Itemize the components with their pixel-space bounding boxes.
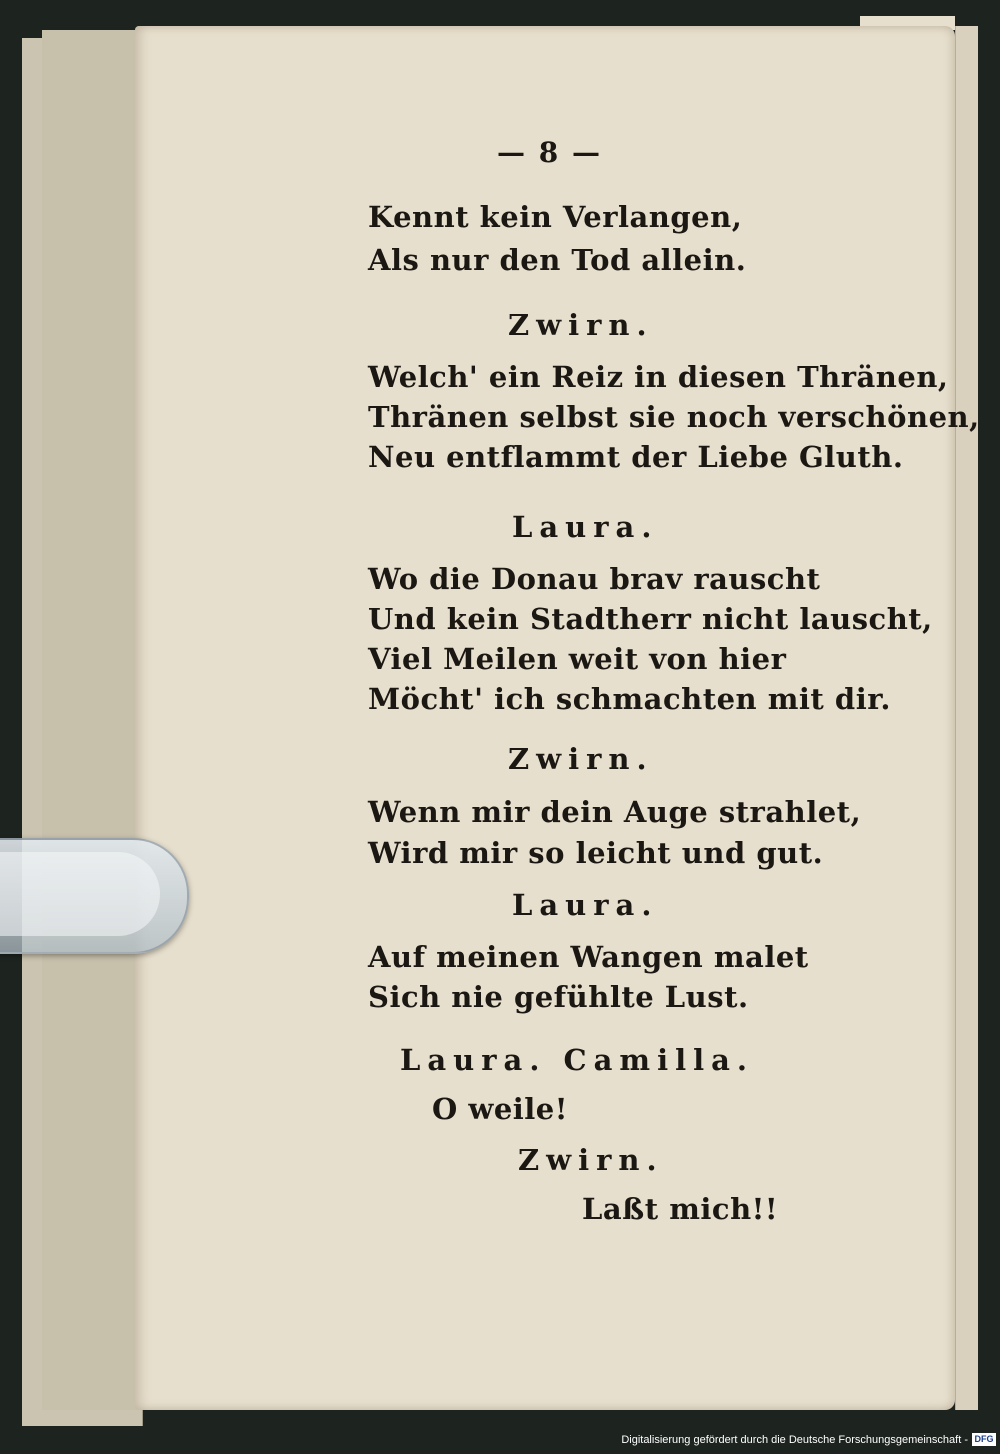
speaker-heading: Laura. xyxy=(512,888,659,922)
speaker-heading: Zwirn. xyxy=(508,742,654,776)
text-line: Wird mir so leicht und gut. xyxy=(368,836,824,870)
speaker-heading: Laura. xyxy=(512,510,659,544)
digitization-credit: Digitalisierung gefördert durch die Deutsche Forschungsgemeinschaft - xyxy=(621,1434,968,1446)
next-page-edge xyxy=(955,26,978,1410)
text-line: Wo die Donau brav rauscht xyxy=(368,562,821,596)
page-number: — 8 — xyxy=(497,136,602,169)
speaker-heading: Laura. Camilla. xyxy=(400,1043,755,1077)
text-line: Viel Meilen weit von hier xyxy=(368,642,787,676)
paper-clip-inner xyxy=(0,852,160,936)
text-line: Neu entflammt der Liebe Gluth. xyxy=(368,440,904,474)
text-line: Als nur den Tod allein. xyxy=(368,243,747,277)
text-line: Laßt mich!! xyxy=(582,1192,779,1226)
text-line: Welch' ein Reiz in diesen Thränen, xyxy=(368,360,949,394)
text-line: O weile! xyxy=(432,1092,568,1126)
previous-page-edge-inner xyxy=(42,30,142,1410)
text-line: Möcht' ich schmachten mit dir. xyxy=(368,682,891,716)
text-line: Kennt kein Verlangen, xyxy=(368,200,743,234)
text-line: Thränen selbst sie noch verschönen, xyxy=(368,400,980,434)
speaker-heading: Zwirn. xyxy=(508,308,654,342)
speaker-heading: Zwirn. xyxy=(518,1143,664,1177)
dfg-logo: DFG xyxy=(972,1433,996,1446)
text-line: Wenn mir dein Auge strahlet, xyxy=(368,795,862,829)
text-line: Und kein Stadtherr nicht lauscht, xyxy=(368,602,933,636)
text-line: Auf meinen Wangen malet xyxy=(368,940,809,974)
text-line: Sich nie gefühlte Lust. xyxy=(368,980,749,1014)
